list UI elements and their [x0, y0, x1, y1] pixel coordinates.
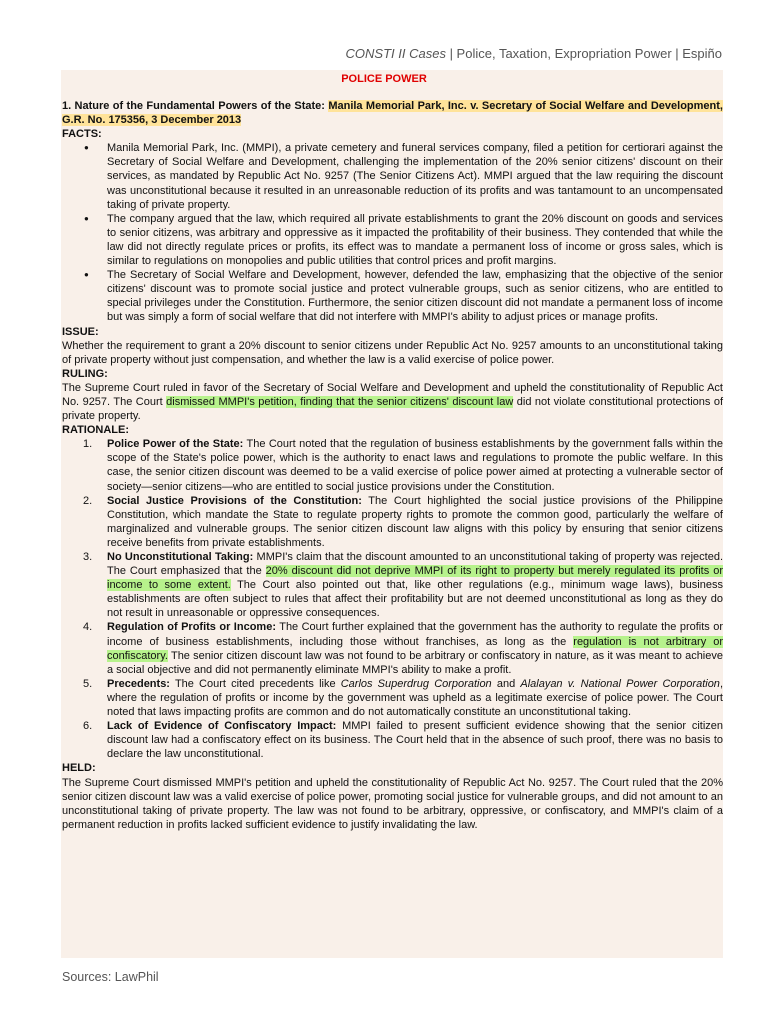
fact-item: ● The Secretary of Social Welfare and Development, however, defended the law, emphasizing that the objective of the senior citizens' discount was to promote social justice and protect vulnerable groups, such as senior citizens, who are entitled to special privileges under the Constitution. Furthermore, the senior citizen discount did not mandate a permanent loss of income but was simply a form of social welfare that did not interfere with MMPI's ability to adjust prices or manage profits.: [62, 268, 723, 324]
page-header: [346, 46, 722, 61]
rationale-item: [62, 550, 723, 620]
rationale-text: MMPI's claim that the discount amounted to an unconstitutional taking of property was rejected. The Court emphasized that the: [107, 551, 723, 578]
rationale-list: [62, 437, 723, 761]
rationale-text: and: [491, 677, 521, 690]
course-name: CONSTI II Cases: [345, 46, 446, 61]
rationale-text: The Court noted that the regulation of business establishments by the government falls within the scope of the State's police power, which is the authority to enact laws and regulations to promote the public welfare. In this case, the senior citizen discount was deemed to be a valid exercise of police power aimed at protecting a vulnerable sector of society—senior citizens—who are entitled to social justice provisions under the Constitution.: [107, 438, 723, 493]
rationale-number: 4.: [83, 621, 93, 634]
rationale-text: , where the regulation of profits or income by the government was upheld as a legitimate exercise of police power. The Court noted that laws impacting profits are common and do not automatically constitute an unconstitutional taking.: [107, 677, 723, 719]
rationale-text: The Court also pointed out that, like other regulations (e.g., minimum wage laws), business establishments are often subject to rules that affect their profitability but are not deemed unconstitutional as long as they do not result in unreasonable or oppressive consequences.: [107, 579, 723, 620]
ruling-highlight: dismissed MMPI's petition, finding that the senior citizens' discount law: [166, 395, 514, 408]
header-topic: | Police, Taxation, Expropriation Power | Espiño: [445, 46, 722, 61]
held-label: HELD:: [62, 762, 96, 775]
rationale-text: The senior citizen discount law was not found to be arbitrary or confiscatory in nature, as it was meant to achieve a social objective and did not permanently eliminate MMPI's ability to make a profit.: [107, 649, 723, 676]
rationale-highlight: 20% discount did not deprive MMPI of its right to property but merely regulated its profits or income to some extent.: [107, 565, 723, 592]
rationale-number: 3.: [83, 551, 93, 563]
fact-item: ● The company argued that the law, which required all private establishments to grant the 20% discount on goods and services to senior citizens, was arbitrary and oppressive as it impacted the profitability of their business. They contended that while the law did not directly regulate prices or profits, its effect was to mandate a permanent loss of income or gross sales, which is similar to regulations on monopolies and public utilities that control prices and profit margins.: [62, 212, 723, 268]
ruling-label: RULING:: [62, 367, 108, 380]
case-number-label: 1. Nature of the Fundamental Powers of the State:: [62, 100, 329, 112]
issue-label: ISSUE:: [62, 325, 99, 338]
issue-text: Whether the requirement to grant a 20% discount to senior citizens under Republic Act No. 9257 amounts to an unconstitutional taking of private property without just compensation, and whether the law is a valid exercise of police power.: [62, 339, 723, 366]
rationale-text: The Court cited precedents like: [169, 677, 341, 690]
rationale-title: Precedents:: [107, 677, 170, 690]
rationale-title: Social Justice Provisions of the Constitution:: [107, 494, 362, 507]
rationale-text: The Court highlighted the social justice provisions of the Philippine Constitution, which mandate the State to regulate property rights to promote the common good, particularly the welfare of marginalized and vulnerable groups. The senior citizen discount law aligns with this policy by ensuring that senior citizens receive benefits from private establishments.: [107, 494, 723, 549]
rationale-number: 1.: [83, 438, 93, 451]
rationale-item: [62, 620, 723, 676]
rationale-number: 6.: [83, 720, 93, 733]
rationale-item: [62, 437, 723, 493]
rationale-number: 2.: [83, 494, 93, 507]
section-title: POLICE POWER: [341, 73, 427, 85]
rationale-item: [62, 494, 723, 550]
rationale-text: The Court further explained that the government has the authority to regulate the profits or income of business establishments, including those without franchises, as long as the: [107, 621, 723, 648]
facts-label: FACTS:: [62, 128, 102, 141]
fact-item: ● Manila Memorial Park, Inc. (MMPI), a private cemetery and funeral services company, filed a petition for certiorari against the Secretary of Social Welfare and Development, challenging the implementation of the 20% senior citizens' discount on their services, as mandated by Republic Act No. 9257 (The Senior Citizens Act). MMPI argued that the law requiring the discount was unconstitutional because it resulted in an unreasonable reduction of its profits and was tantamount to an uncompensated taking of private property.: [62, 141, 723, 211]
case-content: [62, 99, 723, 832]
rationale-title: Regulation of Profits or Income:: [107, 621, 276, 634]
rationale-item: [62, 677, 723, 719]
case-heading: [62, 99, 723, 127]
rationale-label: RATIONALE:: [62, 424, 130, 437]
ruling-text: [62, 381, 723, 423]
case-name: Manila Memorial Park, Inc. v. Secretary of Social Welfare and Development, G.R. No. 175356, 3 December 2013: [62, 100, 723, 127]
rationale-highlight: regulation is not arbitrary or confiscatory.: [107, 635, 723, 662]
rationale-title: No Unconstitutional Taking:: [107, 551, 254, 563]
ruling-post: did not violate constitutional protections of private property.: [62, 395, 724, 423]
rationale-text: MMPI failed to present sufficient evidence showing that the senior citizen discount law had a confiscatory effect on its business. The Court held that in the absence of such proof, there was no basis to declare the law unconstitutional.: [107, 720, 723, 761]
precedent-case: Carlos Superdrug Corporation: [340, 677, 492, 690]
held-text: The Supreme Court dismissed MMPI's petition and upheld the constitutionality of Republic Act No. 9257. The Court ruled that the 20% senior citizen discount law was a valid exercise of police power, promoting social justice for vulnerable groups, and did not amount to an unconstitutional taking of private property. The law was not found to be arbitrary, oppressive, or confiscatory, and MMPI's claim of a permanent reduction in profits lacked sufficient evidence to justify invalidating the law.: [62, 776, 723, 831]
rationale-item: [62, 719, 723, 761]
sources-footer: Sources: LawPhil: [62, 970, 159, 984]
ruling-pre: The Supreme Court ruled in favor of the Secretary of Social Welfare and Development and upheld the constitutionality of Republic Act No. 9257. The Court: [62, 381, 723, 408]
precedent-case: Alalayan v. National Power Corporation: [520, 677, 720, 690]
facts-list: [62, 141, 723, 324]
rationale-title: Police Power of the State:: [107, 438, 244, 451]
rationale-title: Lack of Evidence of Confiscatory Impact:: [107, 720, 337, 733]
rationale-number: 5.: [83, 677, 93, 690]
